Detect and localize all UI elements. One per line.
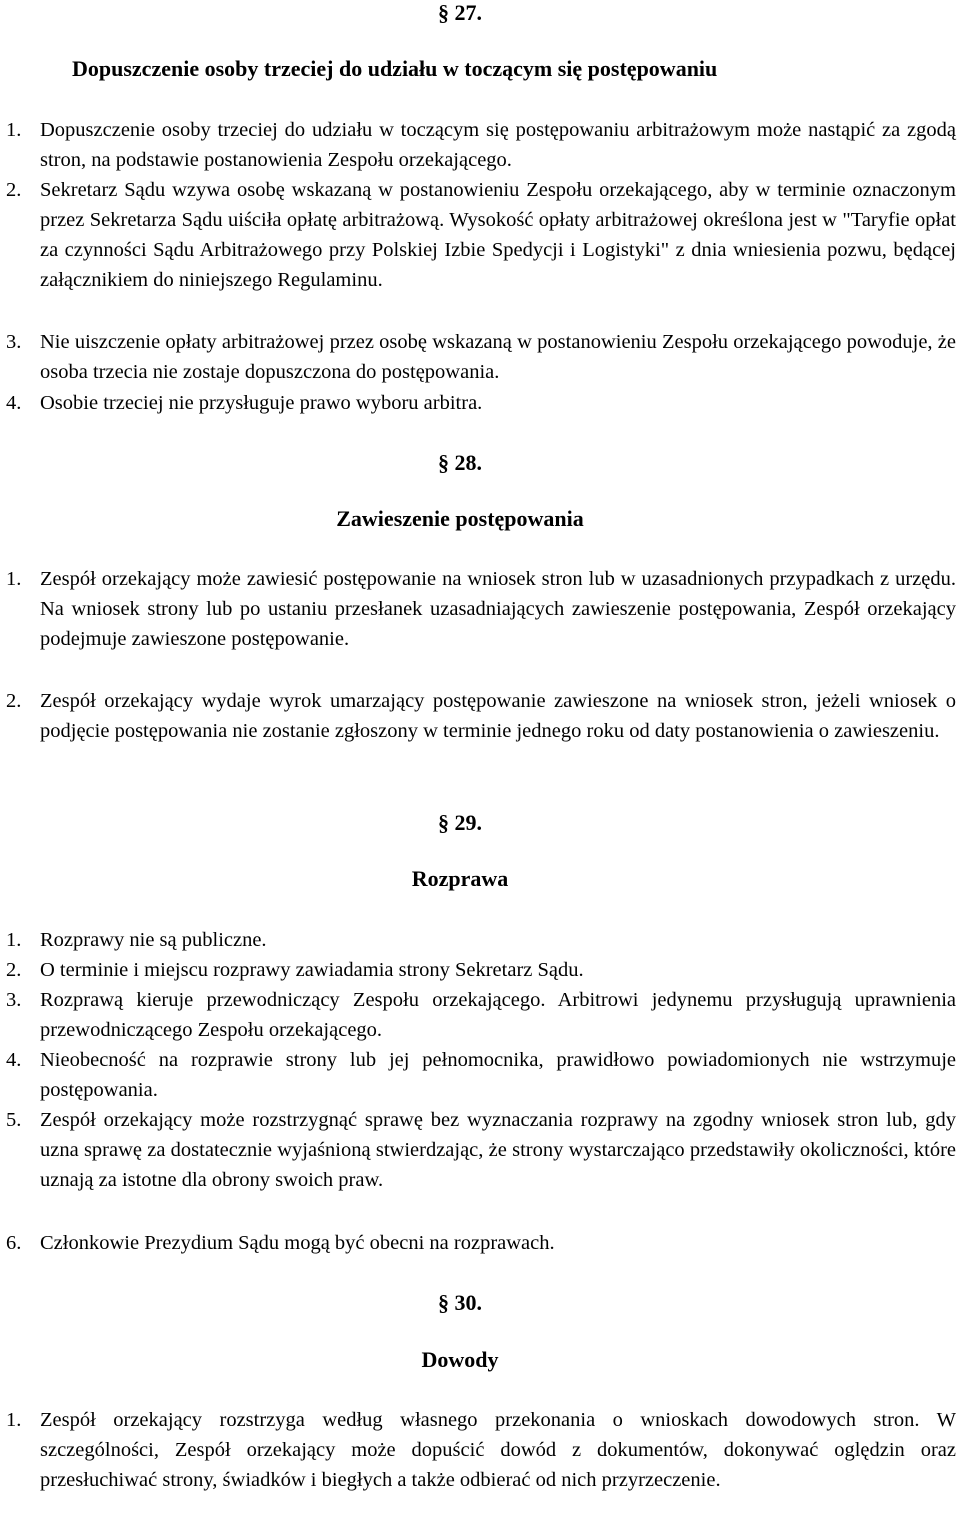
section-27-item-3 bbox=[0, 327, 960, 387]
section-28-number: § 28. bbox=[438, 450, 482, 475]
item-number: 1. bbox=[6, 1409, 22, 1431]
item-text: Zespół orzekający wydaje wyrok umarzający postępowanie zawieszone na wniosek stron, jeżeli wniosek o podjęcie postępowania nie zostanie zgłoszony w terminie jednego roku od daty postanowienia o zawieszeniu. bbox=[40, 690, 956, 742]
section-29-item-3 bbox=[0, 985, 960, 1045]
item-number: 2. bbox=[6, 959, 22, 981]
item-text: Dopuszczenie osoby trzeciej do udziału w toczącym się postępowaniu arbitrażowym może nastąpić za zgodą stron, na podstawie postanowienia Zespołu orzekającego. bbox=[40, 119, 956, 171]
item-number: 3. bbox=[6, 989, 22, 1011]
section-27-item-1 bbox=[0, 115, 960, 175]
item-text: Sekretarz Sądu wzywa osobę wskazaną w postanowieniu Zespołu orzekającego, aby w terminie oznaczonym przez Sekretarza Sądu uiściła opłatę arbitrażową. Wysokość opłaty arbitrażowej określona jest w "Taryfie opłat za czynności Sądu Arbitrażowego przy Polskiej Izbie Spedycji i Logistyki" z dnia wniesienia pozwu, będącej załącznikiem do niniejszego Regulaminu. bbox=[40, 179, 956, 291]
item-text: Nie uiszczenie opłaty arbitrażowej przez osobę wskazaną w postanowieniu Zespołu orzekającego powoduje, że osoba trzecia nie zostaje dopuszczona do postępowania. bbox=[40, 331, 956, 383]
section-29-number: § 29. bbox=[438, 810, 482, 835]
section-29-title: Rozprawa bbox=[411, 866, 509, 891]
item-number: 1. bbox=[6, 568, 22, 590]
section-29-item-4 bbox=[0, 1045, 960, 1105]
section-28-title: Zawieszenie postępowania bbox=[336, 506, 584, 531]
item-text: Zespół orzekający może rozstrzygnąć sprawę bez wyznaczania rozprawy na zgodny wniosek stron lub, gdy uzna sprawę za dostatecznie wyjaśnioną stwierdzając, że strony wystarczająco przedstawiły okoliczności, które uznają za istotne dla obrony swoich praw. bbox=[40, 1109, 956, 1191]
item-number: 3. bbox=[6, 331, 22, 353]
section-27-title: Dopuszczenie osoby trzeciej do udziału w toczącym się postępowaniu bbox=[72, 56, 718, 81]
section-27-item-2 bbox=[0, 175, 960, 295]
item-number: 2. bbox=[6, 690, 22, 712]
section-29-item-5 bbox=[0, 1105, 960, 1195]
item-text: Zespół orzekający może zawiesić postępowanie na wniosek stron lub w uzasadnionych przypadkach z urzędu. Na wniosek strony lub po ustaniu przesłanek uzasadniających zawieszenie postępowania, Zespół orzekający podejmuje zawieszone postępowanie. bbox=[40, 568, 956, 650]
item-number: 4. bbox=[6, 392, 22, 414]
section-27-item-4 bbox=[0, 388, 960, 418]
section-30-title: Dowody bbox=[421, 1347, 499, 1372]
item-text: Nieobecność na rozprawie strony lub jej pełnomocnika, prawidłowo powiadomionych nie wstrzymuje postępowania. bbox=[40, 1049, 956, 1101]
section-29-item-2 bbox=[0, 955, 960, 985]
item-number: 1. bbox=[6, 119, 22, 141]
item-text: O terminie i miejscu rozprawy zawiadamia strony Sekretarz Sądu. bbox=[40, 959, 584, 981]
item-text: Rozprawy nie są publiczne. bbox=[40, 929, 267, 951]
section-30-number: § 30. bbox=[438, 1290, 482, 1315]
item-number: 6. bbox=[6, 1232, 22, 1254]
section-29-item-6 bbox=[0, 1228, 960, 1258]
section-29-item-1 bbox=[0, 925, 960, 955]
item-text: Członkowie Prezydium Sądu mogą być obecni na rozprawach. bbox=[40, 1232, 555, 1254]
item-text: Rozprawą kieruje przewodniczący Zespołu orzekającego. Arbitrowi jedynemu przysługują uprawnienia przewodniczącego Zespołu orzekającego. bbox=[40, 989, 956, 1041]
section-30-item-1 bbox=[0, 1405, 960, 1495]
item-number: 1. bbox=[6, 929, 22, 951]
item-number: 2. bbox=[6, 179, 22, 201]
item-number: 4. bbox=[6, 1049, 22, 1071]
section-28-item-1 bbox=[0, 564, 960, 654]
item-text: Osobie trzeciej nie przysługuje prawo wyboru arbitra. bbox=[40, 392, 483, 414]
item-number: 5. bbox=[6, 1109, 22, 1131]
section-28-item-2 bbox=[0, 686, 960, 746]
section-27-number: § 27. bbox=[438, 0, 482, 25]
item-text: Zespół orzekający rozstrzyga według własnego przekonania o wnioskach dowodowych stron. W szczególności, Zespół orzekający może dopuścić dowód z dokumentów, dokonywać oględzin oraz przesłuchiwać strony, świadków i biegłych a także odbierać od nich przyrzeczenie. bbox=[40, 1409, 956, 1491]
